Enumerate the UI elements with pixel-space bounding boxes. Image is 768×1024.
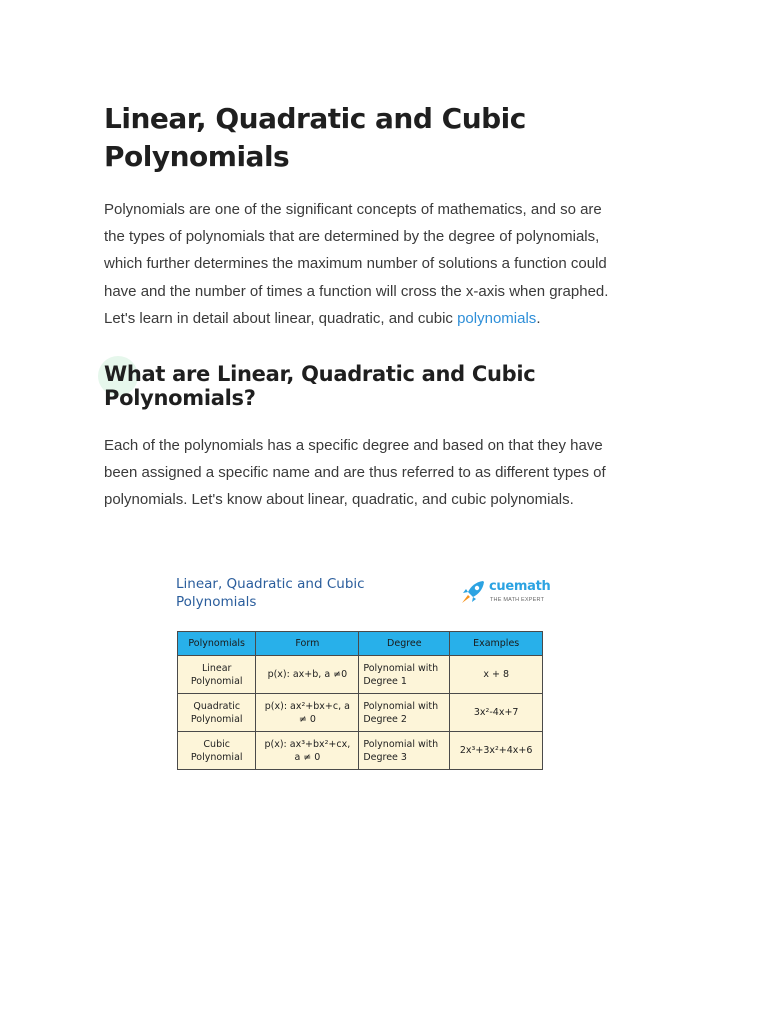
cell-degree: Polynomial with Degree 2 <box>359 694 450 732</box>
polynomials-figure <box>174 572 554 777</box>
cell-name: Linear Polynomial <box>178 656 256 694</box>
table-row <box>178 732 543 770</box>
rocket-icon <box>459 578 487 606</box>
cell-degree: Polynomial with Degree 1 <box>359 656 450 694</box>
page-title: Linear, Quadratic and Cubic Polynomials <box>104 102 526 173</box>
cell-name: Cubic Polynomial <box>178 732 256 770</box>
table-row <box>178 694 543 732</box>
header-form: Form <box>256 632 359 656</box>
logo-tagline: THE MATH EXPERT <box>490 597 545 603</box>
figure-title: Linear, Quadratic and Cubic Polynomials <box>176 576 365 610</box>
polynomials-table <box>177 631 543 770</box>
intro-paragraph <box>104 196 624 332</box>
intro-end: . <box>536 309 541 327</box>
cell-name: Quadratic Polynomial <box>178 694 256 732</box>
cell-degree: Polynomial with Degree 3 <box>359 732 450 770</box>
table-row <box>178 656 543 694</box>
cell-form: p(x): ax³+bx²+cx, a ≠ 0 <box>256 732 359 770</box>
cell-example: x + 8 <box>450 656 543 694</box>
cuemath-logo <box>459 578 559 608</box>
logo-name: cuemath <box>489 579 551 594</box>
intro-text: Polynomials are one of the significant concepts of mathematics, and so are the types of polynomials that are determined by the degree of polynomials, which further determines the maximum number of solutions a function could have and the number of times a function will cross the x-axis when graphed. Let's learn in detail about linear, quadratic, and cubic <box>104 201 609 327</box>
header-examples: Examples <box>450 632 543 656</box>
cell-form: p(x): ax+b, a ≠0 <box>256 656 359 694</box>
article <box>104 100 624 514</box>
cell-form: p(x): ax²+bx+c, a ≠ 0 <box>256 694 359 732</box>
section <box>104 362 624 410</box>
cell-example: 3x²-4x+7 <box>450 694 543 732</box>
table-header-row <box>178 632 543 656</box>
header-polynomials: Polynomials <box>178 632 256 656</box>
polynomials-link[interactable]: polynomials <box>457 309 537 327</box>
cell-example: 2x³+3x²+4x+6 <box>450 732 543 770</box>
section-heading: What are Linear, Quadratic and Cubic Polynomials? <box>104 362 536 411</box>
section-paragraph: Each of the polynomials has a specific degree and based on that they have been assigned a specific name and are thus referred to as different types of polynomials. Let's know about linear, quadratic, and cubic polynomials. <box>104 437 606 509</box>
header-degree: Degree <box>359 632 450 656</box>
